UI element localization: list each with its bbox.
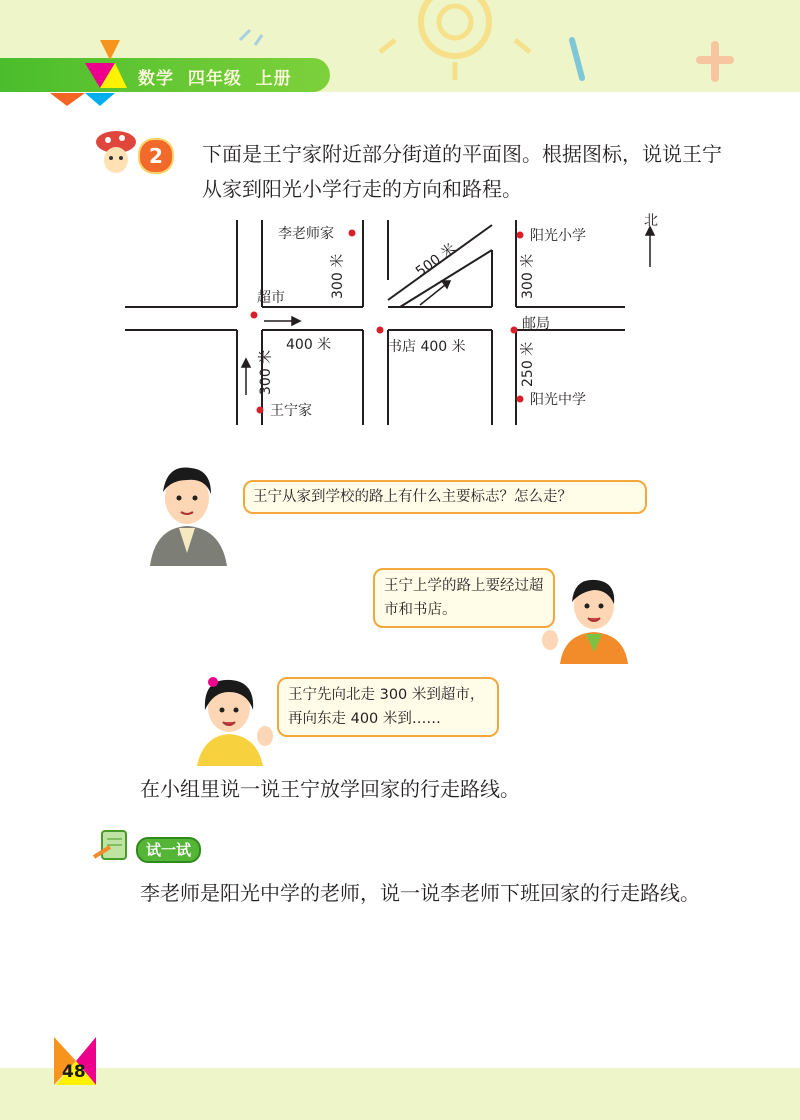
distance-250: 250 米 xyxy=(520,341,536,387)
boy-avatar xyxy=(538,572,633,664)
north-label: 北 xyxy=(644,213,658,229)
place-bookstore: 书店 400 米 xyxy=(388,339,466,355)
girl-speech-bubble: 王宁先向北走 300 米到超市，再向东走 400 米到…… xyxy=(277,677,499,737)
place-post-office: 邮局 xyxy=(522,316,550,332)
try-it-badge: 试一试 xyxy=(136,837,201,863)
try-it-text: 李老师是阳光中学的老师，说一说李老师下班回家的行走路线。 xyxy=(140,881,700,905)
place-li-home: 李老师家 xyxy=(278,226,334,242)
header-title: 数学 四年级 上册 xyxy=(138,69,292,89)
street-map xyxy=(120,205,660,435)
notepad-pencil-icon xyxy=(92,827,134,863)
problem-number-badge: 2 xyxy=(138,138,174,174)
distance-300-li: 300 米 xyxy=(330,253,346,299)
tangram-logo-icon xyxy=(45,38,130,108)
place-sunshine-middle: 阳光中学 xyxy=(530,392,586,408)
girl-avatar xyxy=(185,670,275,766)
place-wang-home: 王宁家 xyxy=(270,403,312,419)
group-task-text: 在小组里说一说王宁放学回家的行走路线。 xyxy=(140,777,520,801)
page-number: 48 xyxy=(62,1062,86,1082)
problem-text: 下面是王宁家附近部分街道的平面图。根据图标，说说王宁从家到阳光小学行走的方向和路程。 xyxy=(202,142,722,201)
distance-300-school: 300 米 xyxy=(520,253,536,299)
bottom-decor-band xyxy=(0,1068,800,1120)
mascot-icon xyxy=(92,128,140,176)
boy-speech-bubble: 王宁上学的路上要经过超市和书店。 xyxy=(373,568,555,628)
distance-500: 500 米 xyxy=(412,240,459,281)
teacher-speech-bubble: 王宁从家到学校的路上有什么主要标志？怎么走？ xyxy=(243,480,647,514)
teacher-avatar xyxy=(145,458,230,566)
place-sunshine-primary: 阳光小学 xyxy=(530,228,586,244)
distance-400: 400 米 xyxy=(286,337,332,353)
distance-300-wang: 300 米 xyxy=(258,349,274,395)
place-supermarket: 超市 xyxy=(257,290,285,306)
